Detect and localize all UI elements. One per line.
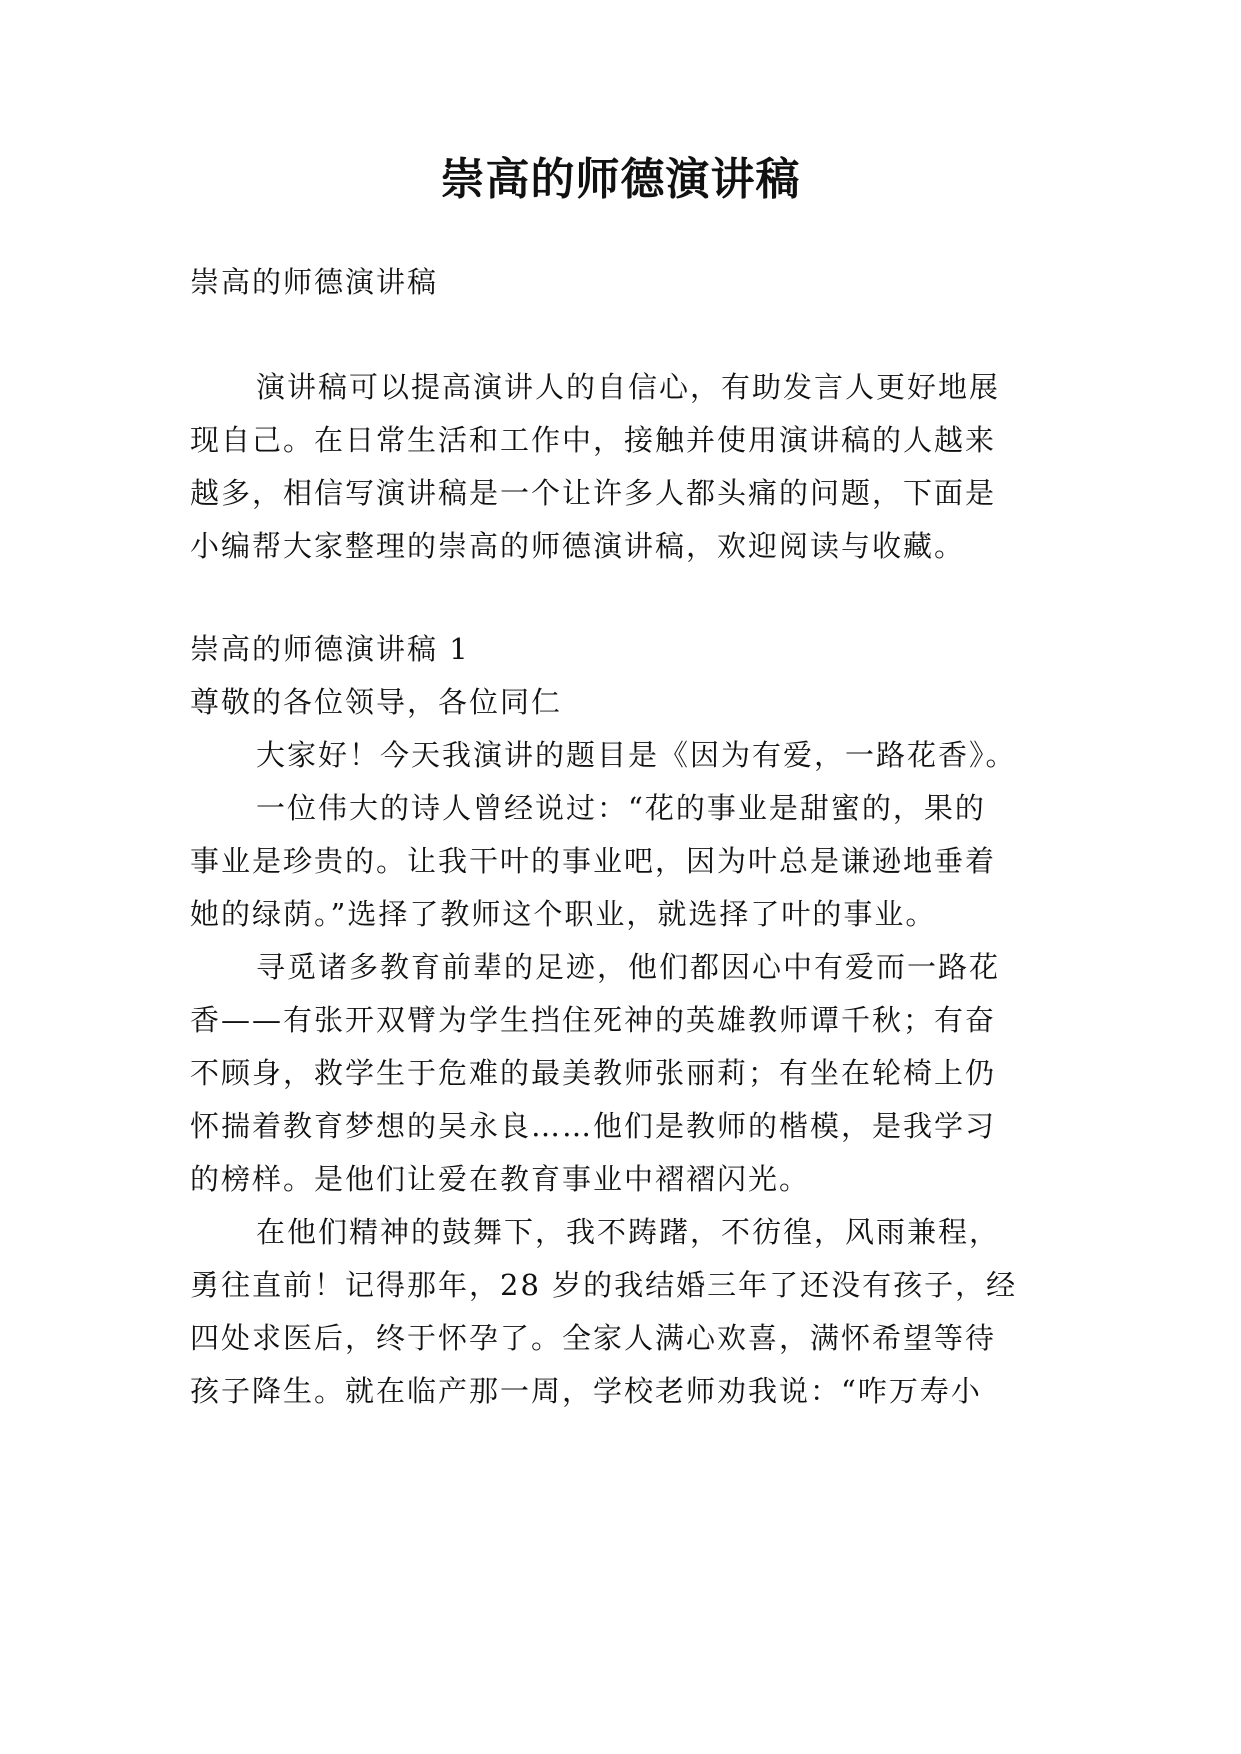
intro-line: 现自己。在日常生活和工作中，接触并使用演讲稿的人越来	[190, 423, 997, 457]
body-line: 寻觅诸多教育前辈的足迹，他们都因心中有爱而一路花	[256, 950, 1001, 984]
salutation: 尊敬的各位领导，各位同仁	[190, 685, 563, 719]
body-line: 一位伟大的诗人曾经说过：“花的事业是甜蜜的，果的	[256, 791, 986, 825]
intro-line: 小编帮大家整理的崇高的师德演讲稿，欢迎阅读与收藏。	[190, 529, 966, 563]
body-line: 她的绿荫。”选择了教师这个职业，就选择了叶的事业。	[190, 897, 937, 931]
body-line: 的榜样。是他们让爱在教育事业中褶褶闪光。	[190, 1162, 811, 1196]
section-heading: 崇高的师德演讲稿 1	[190, 632, 470, 666]
body-line: 四处求医后，终于怀孕了。全家人满心欢喜，满怀希望等待	[190, 1321, 997, 1355]
intro-line: 演讲稿可以提高演讲人的自信心，有助发言人更好地展	[256, 370, 1001, 404]
body-line: 怀揣着教育梦想的吴永良……他们是教师的楷模，是我学习	[190, 1109, 997, 1143]
intro-line: 越多，相信写演讲稿是一个让许多人都头痛的问题，下面是	[190, 476, 997, 510]
body-line: 事业是珍贵的。让我干叶的事业吧，因为叶总是谦逊地垂着	[190, 844, 997, 878]
body-line: 勇往直前！记得那年，28 岁的我结婚三年了还没有孩子，经	[190, 1268, 1018, 1302]
body-line: 孩子降生。就在临产那一周，学校老师劝我说：“咋万寿小	[190, 1374, 982, 1408]
body-line: 香——有张开双臂为学生挡住死神的英雄教师谭千秋；有奋	[190, 1003, 997, 1037]
body-line: 不顾身，救学生于危难的最美教师张丽莉；有坐在轮椅上仍	[190, 1056, 997, 1090]
document-title: 崇高的师德演讲稿	[440, 154, 801, 205]
body-line: 大家好！今天我演讲的题目是《因为有爱，一路花香》。	[256, 738, 1017, 772]
body-line: 在他们精神的鼓舞下，我不踌躇，不彷徨，风雨兼程，	[256, 1215, 1001, 1249]
document-subtitle: 崇高的师德演讲稿	[190, 265, 439, 299]
